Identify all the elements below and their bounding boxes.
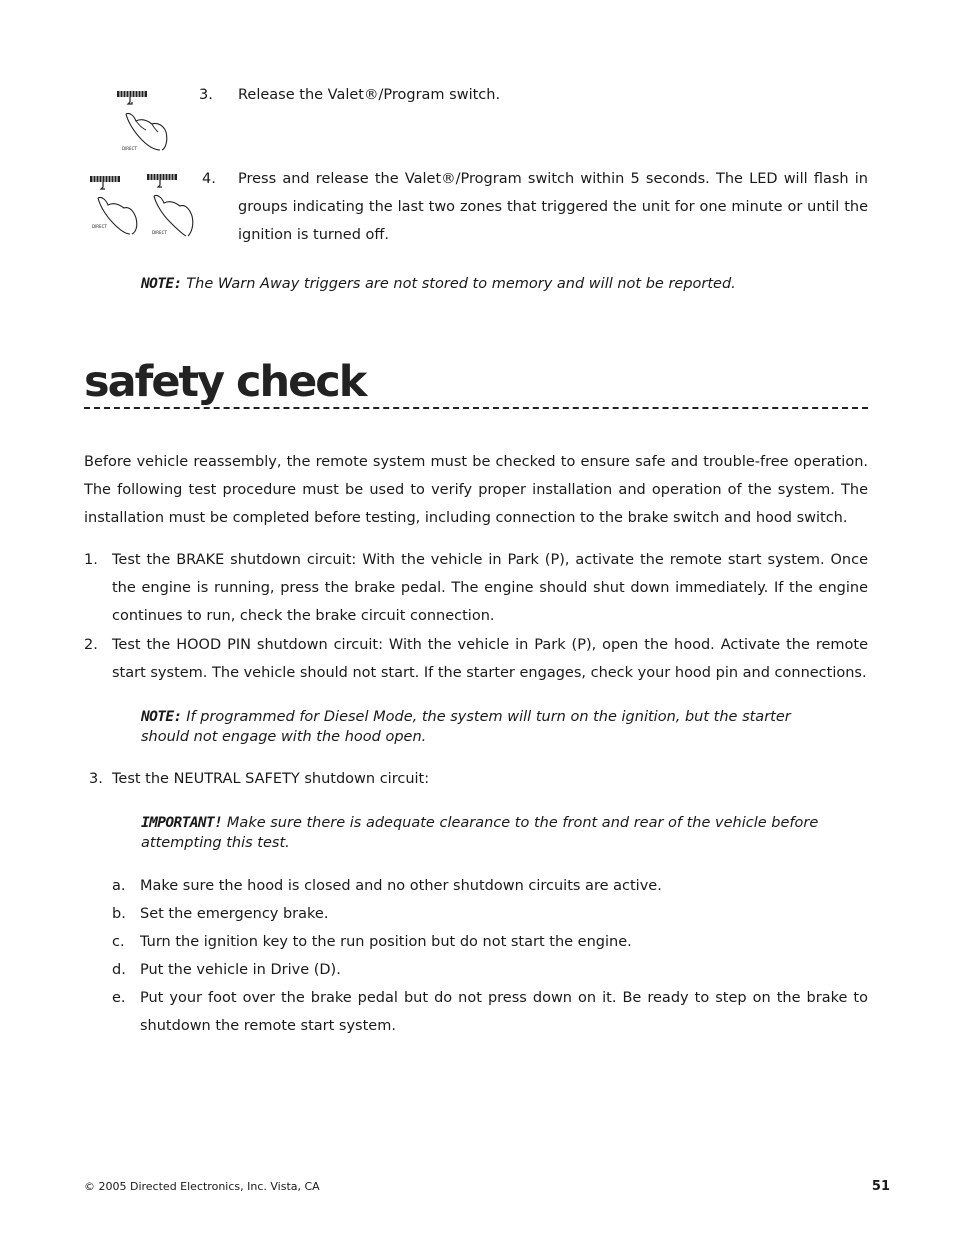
note-label: NOTE: (141, 276, 182, 292)
intro-paragraph: Before vehicle reassembly, the remote system must be checked to ensure safe and trouble-free operation. The following test procedure must be used to verify proper installation and operation of the system. The installation must be completed before testing, including connection to the brake switch and hood switch. (84, 454, 868, 526)
switch-label-right: DIRECT (152, 230, 167, 235)
step-text: Press and release the Valet®/Program switch within 5 seconds. The LED will flash in groups indicating the last two zones that triggered the unit for one minute or until the ignition is turned off. (238, 171, 868, 243)
footer-copyright: © 2005 Directed Electronics, Inc. Vista, CA (84, 1180, 320, 1193)
test-number: 1. (84, 552, 98, 568)
page-number: 51 (871, 1179, 890, 1194)
step-number: 3. (199, 87, 213, 103)
substep-letter: b. (112, 906, 126, 922)
test-text: Test the HOOD PIN shutdown circuit: With the vehicle in Park (P), open the hood. Activate the remote start system. The vehicle should not start. If the starter engages, check your hood pin and connections. (112, 637, 868, 681)
substep-letter: d. (112, 962, 126, 978)
substep-letter: e. (112, 990, 126, 1006)
substep-letter: c. (112, 934, 125, 950)
switch-label: DIRECT (122, 146, 137, 151)
test-number: 3. (89, 771, 103, 787)
switch-label-left: DIRECT (92, 224, 107, 229)
substep-text: Put your foot over the brake pedal but do not press down on it. Be ready to step on the brake to shutdown the remote start system. (140, 990, 868, 1034)
substep-letter: a. (112, 878, 126, 894)
substep-text: Set the emergency brake. (140, 906, 329, 922)
important-notice (141, 813, 821, 853)
note-diesel-mode (141, 707, 821, 747)
test-number: 2. (84, 637, 98, 653)
substep-text: Make sure the hood is closed and no other shutdown circuits are active. (140, 878, 662, 894)
valet-switch-double-press-icon (86, 172, 202, 242)
substep-text: Turn the ignition key to the run position but do not start the engine. (140, 934, 632, 950)
section-divider (84, 407, 868, 409)
step-number: 4. (202, 171, 216, 187)
important-label: IMPORTANT! (141, 815, 223, 831)
test-text: Test the BRAKE shutdown circuit: With the vehicle in Park (P), activate the remote start system. Once the engine is running, press the brake pedal. The engine should shut down immediately. If the engine continues to run, check the brake circuit connection. (112, 552, 868, 624)
note-text: If programmed for Diesel Mode, the system will turn on the ignition, but the starter should not engage with the hood open. (141, 709, 791, 745)
test-text: Test the NEUTRAL SAFETY shutdown circuit: (112, 771, 430, 787)
note-text: The Warn Away triggers are not stored to memory and will not be reported. (186, 276, 736, 292)
valet-switch-press-icon (112, 88, 174, 154)
step-text: Release the Valet®/Program switch. (238, 87, 501, 103)
substep-text: Put the vehicle in Drive (D). (140, 962, 341, 978)
important-text: Make sure there is adequate clearance to the front and rear of the vehicle before attempting this test. (141, 815, 819, 851)
note-label: NOTE: (141, 709, 182, 725)
note-warn-away (141, 274, 868, 294)
section-title: safety check (84, 357, 366, 407)
